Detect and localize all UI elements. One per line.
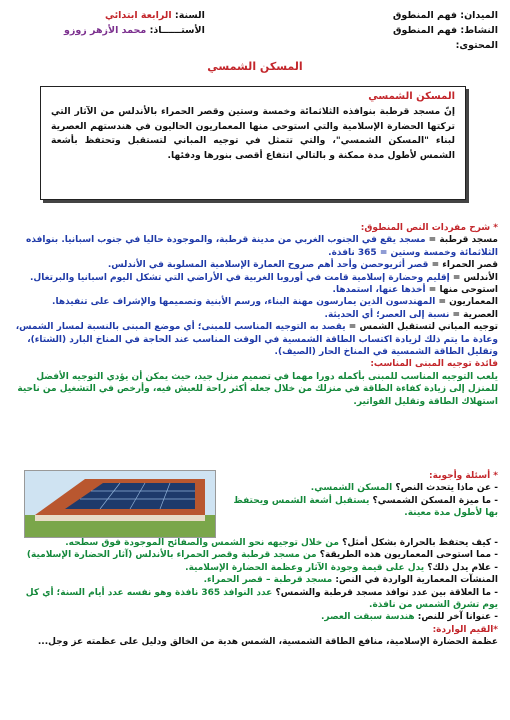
teacher-value: محمد الأزهر زوزو	[64, 25, 147, 36]
vocab-def: أخذها عنها، استمدها.	[332, 285, 426, 296]
solar-house-image	[24, 470, 216, 538]
year-row	[64, 8, 205, 23]
question-item	[12, 549, 498, 561]
field-row	[393, 8, 498, 23]
question-item	[12, 562, 498, 574]
text-box-title: المسكن الشمسي	[368, 91, 455, 102]
answer-text: من خلال توجيهه نحو الشمس والصفائح الموجودة فوق سطحه.	[65, 538, 339, 548]
field-value: فهم المنطوق	[392, 10, 457, 21]
activity-label: النشاط:	[460, 25, 498, 36]
vocab-item	[12, 234, 498, 259]
question-item	[12, 611, 498, 623]
vocab-term: مسجد قرطبة =	[428, 235, 498, 246]
answer-text: من مسجد قرطبة وقصر الحمراء بالأندلس (آثار الحضارة الإسلامية)	[26, 550, 317, 561]
vocab-term: المعماريون =	[438, 297, 498, 308]
question-item	[230, 495, 498, 520]
vocab-def: مسجد يقع في الجنوب الغربي من مدينة قرطبة، والموجودة حاليا في جنوب اسبانيا. بنوافذه الثلاثمائة وخمسة وستين = 365 نافذة.	[26, 235, 498, 258]
header-right	[393, 8, 498, 53]
question-text: - عن ماذا يتحدث النص؟	[395, 483, 498, 494]
answer-text: يستقبل أشعة الشمس ويحتفظ بها لأطول مدة معينة.	[233, 495, 498, 519]
questions-rest	[12, 537, 498, 649]
question-item	[12, 587, 498, 612]
header-left	[64, 8, 205, 38]
vocab-term: العصرية =	[452, 309, 498, 320]
answer-text: المسكن الشمسي.	[310, 483, 393, 494]
vocab-item	[12, 321, 498, 358]
question-item	[12, 537, 498, 549]
vocab-item	[12, 309, 498, 321]
text-box-body: إنّ مسجد قرطبة بنوافذه الثلاثمائة وخمسة وستين وقصر الحمراء بالأندلس من الآثار التي تركتها الحضارة الإسلامية والتي استوحى منها المعماريون الحاليون في هندستهم العصرية لبناء "المسكن الشمسي"، والتي تتمثل في توجيه المباني لتستقبل وتحتفظ بأشعة الشمس لأطول مدة ممكنة و بالتالي انتفاع أقصى بنورها ودفئها.	[51, 106, 455, 161]
field-label: الميدان:	[460, 10, 498, 21]
vocab-item	[12, 272, 498, 284]
question-text: - عنوانا آخر للنص:	[417, 612, 498, 623]
vocab-heading: * شرح مفردات النص المنطوق:	[360, 223, 498, 233]
question-text: - مما استوحى المعماريون هذه الطريقة؟	[319, 550, 498, 561]
question-text: - كيف يحتفظ بالحرارة بشكل أمثل؟	[342, 538, 498, 548]
questions-top	[230, 470, 498, 520]
text-box	[40, 86, 466, 200]
vocab-def: قصر أثريوحصن وأحد أهم صروح العمارة الإسلامية المسلوبة في الأندلس.	[107, 260, 429, 271]
benefit-heading: فائدة توجيه المبنى المناسب:	[370, 359, 498, 370]
question-text: - ما ميزة المسكن الشمسي؟	[372, 495, 498, 506]
question-text: المنشآت المعمارية الواردة في النص:	[335, 575, 498, 586]
vocab-def: يقصد به التوجيه المناسب للمبنى؛ أي موضع المبنى بالنسبة لمسار الشمس، وعادة ما يتم ذلك لزيادة اكتساب الطاقة الشمسية في الوقت المناسب عند الحاجة في المناخ البارد (الشتاء)، وتقليل الطاقة الشمسية في المناخ الحار (الصيف).	[15, 322, 498, 358]
content-label: المحتوى:	[455, 40, 498, 51]
vocab-term: الأندلس =	[452, 272, 498, 283]
activity-row	[393, 23, 498, 38]
values-text: عظمة الحضارة الإسلامية، منافع الطاقة الشمسية، الشمس هدية من الخالق ودليل على عظمته عز وجل...	[37, 637, 498, 648]
page-title: المسكن الشمسي	[207, 60, 303, 73]
vocab-item	[12, 259, 498, 271]
vocab-term: قصر الحمراء =	[431, 260, 498, 271]
answer-text: مسجد قرطبة – قصر الحمراء.	[203, 575, 333, 586]
answer-text: هندسة سبقت العصر.	[320, 612, 415, 623]
answer-text: يدل على قيمة وجودة الآثار وعظمة الحضارة الإسلامية.	[185, 562, 425, 573]
vocab-term: توجيه المباني لتستقبل الشمس =	[348, 322, 498, 333]
vocab-item	[12, 284, 498, 296]
benefit-text: يلعب التوجيه المناسب للمبنى بأكمله دورا مهما في تصميم منزل جيد، حيث يمكن أن يؤدي التوجيه الأفضل للمنزل إلى زيادة كفاءة الطاقة في منزلك من خلال جعله أكثر راحة للعيش فيه، وأرخص في التشغيل من ناحية استهلاك الطاقة وتقليل الفواتير.	[17, 371, 498, 407]
teacher-row	[64, 23, 205, 38]
activity-value: فهم المنطوق	[393, 25, 458, 36]
vocab-section	[12, 222, 498, 408]
question-text: - ما العلاقة بين عدد نوافذ مسجد قرطبة والشمس؟	[275, 587, 498, 598]
answer-text: عدد النوافذ 365 نافذة وهو نفسه عدد أيام السنة؛ أي كل يوم تشرق الشمس من نافذة.	[25, 587, 498, 611]
question-item	[230, 482, 498, 494]
values-heading: *القيم الواردة:	[432, 624, 498, 635]
year-value: الرابعة ابتدائي	[104, 10, 172, 21]
content-row	[393, 38, 498, 53]
vocab-def: المهندسون الذين يمارسون مهنة البناء، ورسم الأبنية وتصميمها والإشراف على تنفيذها.	[52, 297, 436, 308]
question-text: - علام يدل ذلك؟	[427, 562, 498, 573]
year-label: السنة:	[174, 10, 205, 21]
question-item	[12, 574, 498, 586]
questions-heading: * أسئلة وأجوبة:	[429, 471, 498, 481]
teacher-label: الأستــــــاذ:	[149, 25, 205, 36]
vocab-item	[12, 296, 498, 308]
vocab-def: نسبة إلى العصر؛ أي الحديثة.	[324, 309, 450, 320]
solar-roof-illustration	[25, 471, 215, 537]
vocab-term: استوحى منها =	[428, 285, 498, 296]
vocab-def: إقليم وحضارة إسلامية قامت في أوروبا الغربية في الأراضي التي تشكل اليوم اسبانيا والبرتغال.	[29, 272, 450, 283]
